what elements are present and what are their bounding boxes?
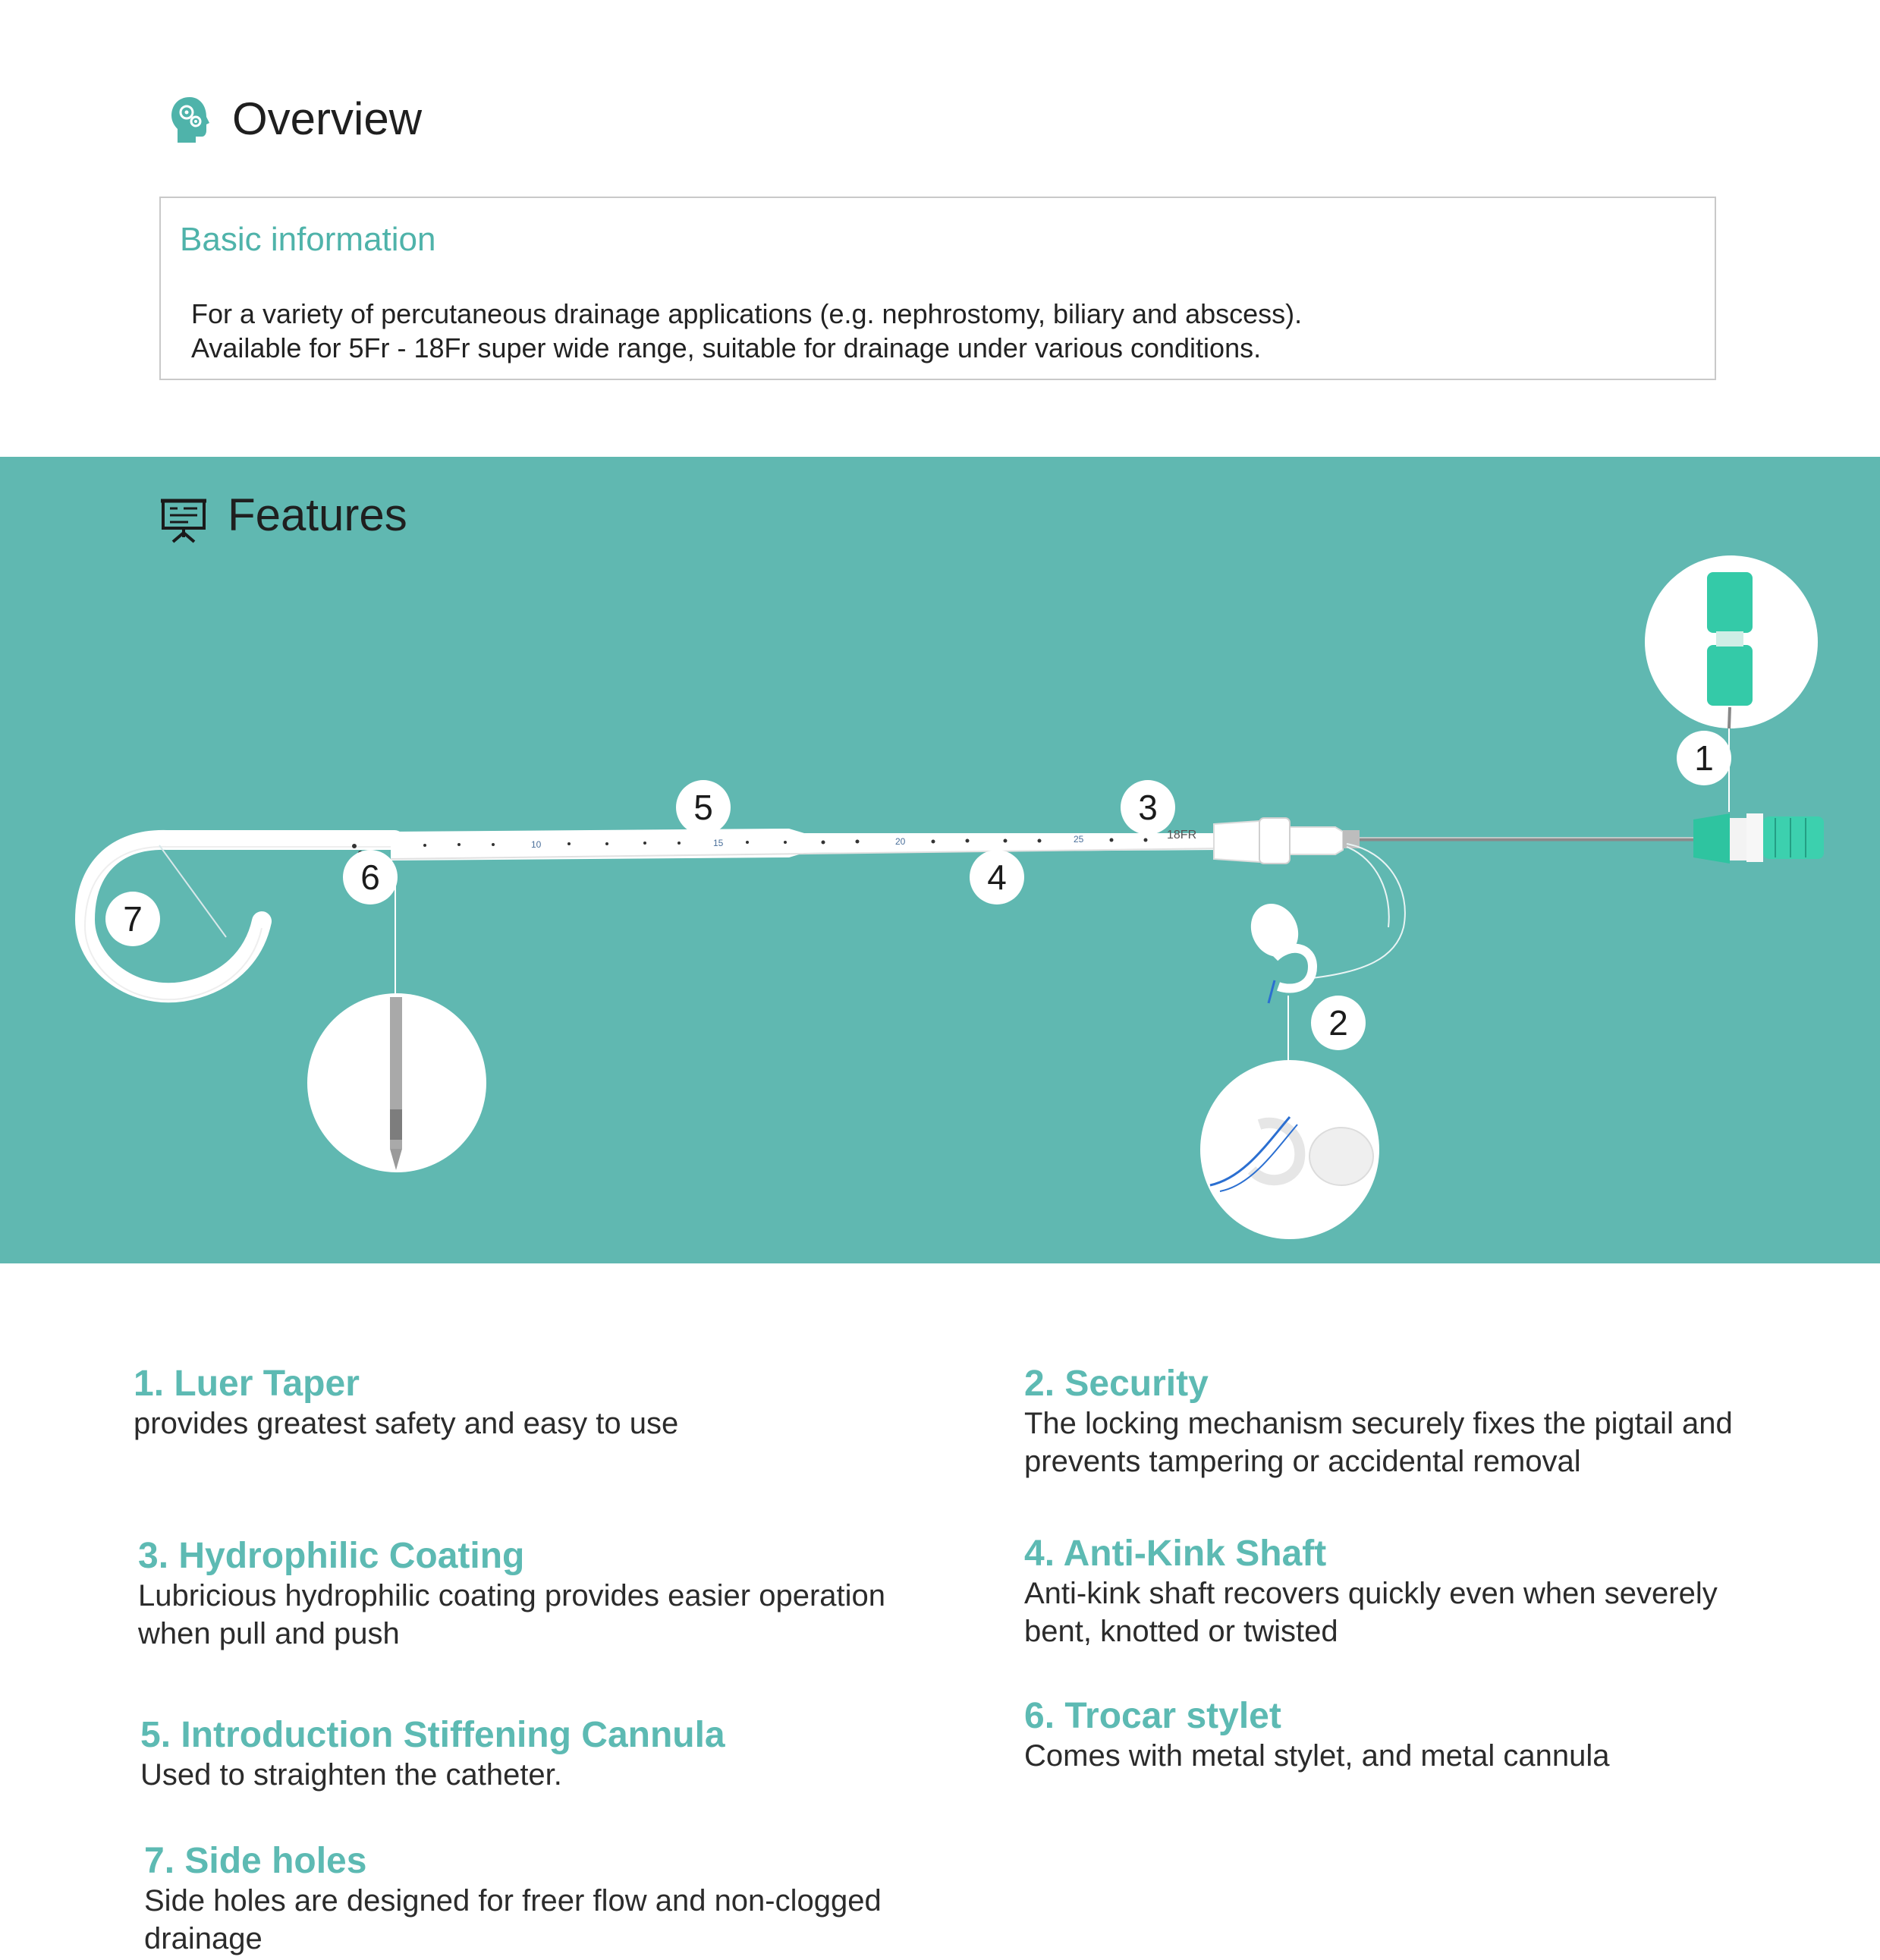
luer-connector	[1693, 813, 1824, 864]
callout-7: 7	[123, 899, 143, 939]
feature-item-4	[1024, 1533, 1859, 1650]
shaft-mark-20: 20	[895, 836, 906, 847]
feature-item-2	[1024, 1363, 1859, 1480]
shaft-mark-25: 25	[1074, 834, 1084, 845]
feature-title: 3. Hydrophilic Coating	[138, 1536, 525, 1576]
feature-title: 6. Trocar stylet	[1024, 1696, 1281, 1736]
lock-cap	[1243, 896, 1313, 1003]
shaft-mark-10: 10	[531, 839, 542, 850]
callout-3: 3	[1138, 788, 1158, 827]
feature-item-1	[134, 1363, 968, 1442]
feature-item-5	[140, 1714, 1013, 1794]
feature-item-6	[1024, 1695, 1859, 1775]
leader-lines	[395, 715, 1729, 1061]
feature-desc: Anti-kink shaft recovers quickly even when severely bent, knotted or twisted	[1024, 1577, 1718, 1648]
feature-desc: provides greatest safety and easy to use	[134, 1407, 679, 1440]
feature-title: 2. Security	[1024, 1364, 1209, 1404]
feature-desc: Side holes are designed for freer flow and non-clogged drainage	[144, 1884, 882, 1955]
feature-desc: Comes with metal stylet, and metal cannula	[1024, 1739, 1610, 1773]
feature-desc: Lubricious hydrophilic coating provides easier operation when pull and push	[138, 1579, 886, 1650]
feature-desc: Used to straighten the catheter.	[140, 1758, 562, 1792]
callout-2: 2	[1328, 1003, 1348, 1043]
features-band	[0, 457, 1880, 1263]
callout-5: 5	[693, 788, 713, 827]
feature-desc: The locking mechanism securely fixes the pigtail and prevents tampering or accidental removal	[1024, 1407, 1733, 1478]
feature-item-7	[144, 1840, 1017, 1958]
catheter-illustration	[0, 457, 1880, 1263]
feature-title: 5. Introduction Stiffening Cannula	[140, 1715, 725, 1755]
overview-icon-wrap	[168, 96, 211, 144]
basic-info-box	[159, 197, 1716, 380]
basic-info-heading: Basic information	[180, 221, 436, 258]
catheter-hub	[1214, 818, 1360, 864]
callout-6: 6	[360, 857, 380, 897]
feature-title: 1. Luer Taper	[134, 1364, 360, 1404]
shaft-mark-18fr: 18FR	[1167, 829, 1197, 842]
basic-info-line-2: Available for 5Fr - 18Fr super wide range, suitable for drainage under various conditions.	[191, 332, 1262, 363]
callout-4: 4	[987, 857, 1007, 897]
features-title: Features	[228, 489, 407, 540]
catheter-shaft	[391, 829, 1221, 860]
shaft-mark-15: 15	[713, 838, 724, 848]
basic-info-line-1: For a variety of percutaneous drainage applications (e.g. nephrostomy, biliary and abscess).	[191, 298, 1303, 329]
feature-title: 4. Anti-Kink Shaft	[1024, 1534, 1327, 1574]
luer-detail-circle	[1645, 555, 1818, 728]
feature-item-3	[138, 1535, 1011, 1653]
feature-title: 7. Side holes	[144, 1841, 367, 1881]
lock-detail-circle	[1200, 1060, 1379, 1239]
overview-title: Overview	[232, 93, 423, 144]
callout-1: 1	[1694, 738, 1714, 778]
head-gears-icon	[168, 96, 211, 144]
trocar-detail-circle	[307, 993, 486, 1172]
